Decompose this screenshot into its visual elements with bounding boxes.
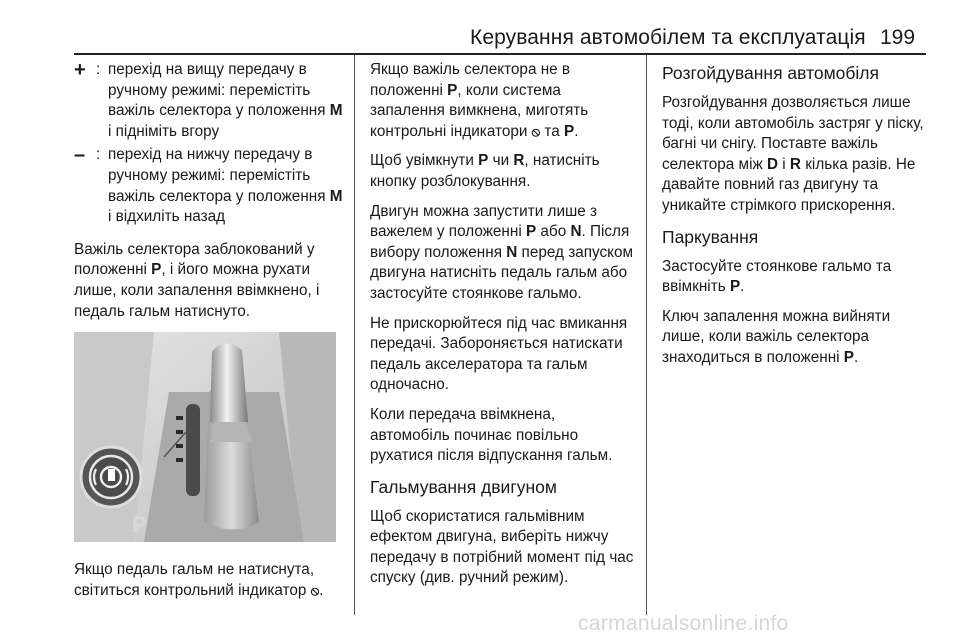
brake-indicator-paragraph	[74, 560, 346, 601]
key-letter: N	[506, 243, 518, 261]
text: Щоб увімкнути	[370, 152, 474, 170]
gear-selector-illustration	[74, 332, 336, 542]
parking-paragraph-2	[662, 307, 932, 369]
text: і	[782, 155, 786, 173]
key-letter: P	[478, 152, 489, 170]
text: або	[540, 223, 567, 241]
text: , і його можна рухати лише, коли запалення ввімкнено, і педаль гальм натиснуто.	[74, 261, 320, 320]
key-letter: D	[766, 155, 779, 173]
column-2	[370, 60, 638, 598]
key-letter: R	[789, 155, 801, 173]
text: перед запуском двигуна натисніть педаль гальм або застосуйте стоянкове гальмо.	[370, 243, 634, 302]
key-letter: P	[151, 261, 162, 279]
text: Застосуйте стоянкове гальмо та ввімкніть	[662, 257, 892, 296]
text: , натисніть кнопку розблокування.	[370, 152, 600, 190]
key-letter: P	[447, 81, 458, 99]
minus-icon: –	[74, 144, 86, 167]
shift-down-text: перехід на нижчу передачу в ручному режимі: перемістіть важіль селектора у положення	[108, 146, 326, 205]
text: .	[574, 122, 579, 140]
paragraph-2	[370, 151, 638, 192]
shift-down-row	[74, 145, 346, 227]
text: кілька разів. Не давайте повний газ двигуну та уникайте стрімкого прискорення.	[662, 155, 916, 214]
key-letter: N	[570, 223, 582, 241]
page-title: Керування автомобілем та експлуатація	[470, 26, 866, 49]
paragraph-6: Щоб скористатися гальмівним ефектом двигуна, виберіть нижчу передачу в потрібний момент під час спуску (див. ручний режим).	[370, 507, 634, 587]
heading-rocking: Розгойдування автомобіля	[662, 63, 879, 83]
text: Розгойдування дозволяється лише тоді, коли автомобіль застряг у піску, багні чи снігу. Поставте важіль селектора між	[662, 94, 924, 173]
text: Двигун можна запустити лише з важелем у положенні	[370, 202, 598, 241]
heading-parking: Паркування	[662, 226, 759, 247]
header-divider	[74, 53, 926, 55]
shift-down-text-end: і відхиліть назад	[108, 208, 226, 226]
text: Якщо важіль селектора не в положенні	[370, 61, 571, 99]
text: Ключ запалення можна вийняти лише, коли важіль селектора знаходиться в положенні	[662, 307, 891, 366]
key-letter: P	[563, 122, 575, 140]
text: чи	[492, 152, 510, 170]
text: , коли система запалення вимкнена, миготять контрольні індикатори	[370, 81, 589, 140]
gear-selector-photo	[74, 332, 336, 542]
brake-warning-icon: ⦸	[531, 123, 541, 139]
text: та	[544, 122, 560, 140]
colon: :	[96, 61, 101, 78]
key-letter: M	[329, 102, 343, 120]
paragraph-4: Не прискорюйтеся під час вмикання передачі. Забороняється натискати педаль акселератора та гальм одночасно.	[370, 314, 628, 394]
plus-icon: +	[74, 59, 86, 81]
selector-locked-paragraph	[74, 240, 346, 322]
key-letter: P	[843, 348, 854, 366]
rocking-paragraph	[662, 93, 932, 217]
paragraph-1	[370, 60, 638, 142]
text: Якщо педаль гальм не натиснута, світиться контрольний індикатор	[74, 561, 315, 599]
column-divider-2	[646, 55, 647, 615]
column-divider-1	[354, 55, 355, 615]
selector-p-marking: P	[132, 512, 147, 538]
page-number: 199	[880, 26, 916, 49]
text: .	[740, 278, 745, 296]
text: . Після вибору положення	[370, 223, 630, 261]
key-letter: R	[513, 152, 525, 170]
shift-up-row	[74, 60, 346, 142]
text: .	[319, 581, 324, 599]
parking-paragraph-1	[662, 257, 932, 298]
column-3	[662, 60, 932, 378]
key-letter: M	[329, 187, 343, 205]
shift-up-text-end: і підніміть вгору	[108, 122, 220, 140]
heading-engine-braking: Гальмування двигуном	[370, 476, 557, 497]
watermark: carmanualsonline.info	[578, 612, 789, 635]
column-1	[74, 60, 346, 610]
colon: :	[96, 146, 101, 164]
key-letter: P	[729, 278, 741, 296]
text: Важіль селектора заблокований у положенні	[74, 240, 315, 279]
text: .	[854, 348, 859, 366]
paragraph-5: Коли передача ввімкнена, автомобіль починає повільно рухатися після відпускання гальм.	[370, 405, 613, 465]
paragraph-3	[370, 202, 638, 305]
brake-warning-icon: ⦸	[310, 582, 320, 598]
shift-up-text: перехід на вищу передачу в ручному режимі: перемістіть важіль селектора у положення	[108, 61, 326, 120]
key-letter: P	[525, 223, 537, 241]
